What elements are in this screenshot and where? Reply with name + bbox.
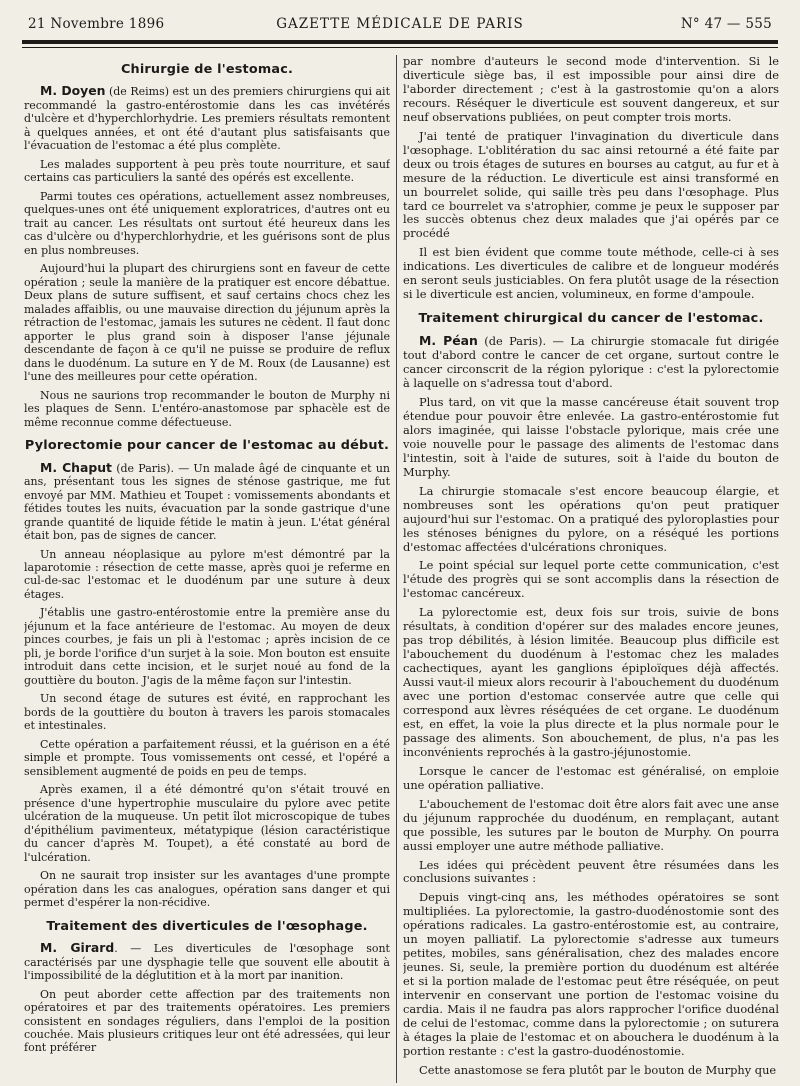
header-thick-rule bbox=[22, 40, 778, 44]
paragraph: On peut aborder cette affection par des traitements non opératoires et par des traitements opératoires. Les premiers consistent en sondages réguliers, dans l'emploi de la position couchée. Mais plusieurs critiques leur ont été adressées, qui leur font préférer bbox=[24, 987, 390, 1055]
column-divider bbox=[396, 55, 397, 1083]
section-heading-diverticules: Traitement des diverticules de l'œsophage. bbox=[46, 918, 368, 934]
paragraph: Un second étage de sutures est évité, en rapprochant les bords de la gouttière du bouton à travers les parois stomacales et intestinales. bbox=[24, 692, 390, 733]
paragraph-continued: par nombre d'auteurs le second mode d'intervention. Si le diverticule siège bas, il est impossible pour ainsi dire de l'aborder directement ; c'est à la gastrostomie qu'on a alors recours. Réséquer le diverticule est souvent dangereux, et sur neuf observations publiées, on peut compter trois morts. bbox=[403, 55, 779, 124]
right-column bbox=[403, 55, 779, 1083]
paragraph: Lorsque le cancer de l'estomac est généralisé, on emploie une opération palliative. bbox=[403, 763, 779, 792]
paragraph: Parmi toutes ces opérations, actuellement assez nombreuses, quelques-unes ont été uniquement exploratrices, d'autres ont eu trait au cancer. Les résultats ont surtout été heureux dans les cas d'ulcère ou d'hyperchlorhydrie, et les guérisons sont de plus en plus nombreuses. bbox=[24, 189, 390, 257]
issue-page-number: N° 47 — 555 bbox=[680, 16, 772, 32]
paragraph: Après examen, il a été démontré qu'on s'était trouvé en présence d'une hypertrophie musculaire du pylore avec petite ulcération de la muqueuse. Un petit îlot microscopique de tubes d'épithélium pavimenteux, métatypique (lésion caractéristique du cancer d'après M. Toupet), a été constaté au bord de l'ulcération. bbox=[24, 783, 390, 864]
paragraph: M. Chaput (de Paris). — Un malade âgé de cinquante et un ans, présentant tous les signes de sténose gastrique, me fut envoyé par MM. Mathieu et Toupet : vomissements abondants et fétides toutes les nuits, évacuation par la sonde gastrique d'une grande quantité de liquide fétide le matin à jeun. L'état général était bon, pas de signes de cancer. bbox=[24, 459, 390, 543]
paragraph: Cette opération a parfaitement réussi, et la guérison en a été simple et prompte. Tous vomissements ont cessé, et l'opéré a sensiblement augmenté de poids en peu de temps. bbox=[24, 737, 390, 778]
paragraph: Depuis vingt-cinq ans, les méthodes opératoires se sont multipliées. La pylorectomie, la gastro-duodénostomie sont des opérations radicales. La gastro-entérostomie est, au contraire, un moyen palliatif. La pylorectomie s'adresse aux tumeurs petites, mobiles, sans généralisation, chez des malades encore jeunes. Si, seule, la première portion du duodénum est altérée et si la portion malade de l'estomac peut être réséquée, on peut intervenir en conservant une portion de l'estomac voisine du cardia. Mais il ne faudra pas alors rapprocher l'orifice duodénal de celui de l'estomac, comme dans la pylorectomie ; on suturera à étages la plaie de l'estomac et on abouchera le duodénum à la portion restante : c'est la gastro-duodénostomie. bbox=[403, 890, 779, 1058]
running-header bbox=[28, 14, 772, 36]
section-heading-chirurgie-estomac: Chirurgie de l'estomac. bbox=[120, 62, 294, 77]
paragraph: Plus tard, on vit que la masse cancéreuse était souvent trop étendue pour pouvoir être enlevée. La gastro-entérostomie fut alors imaginée, qui laisse l'obstacle pylorique, mais crée une voie nouvelle pour le passage des aliments de l'estomac dans l'intestin, soit à l'aide de sutures, soit à l'aide du bouton de Murphy. bbox=[403, 394, 779, 479]
paragraph: Le point spécial sur lequel porte cette communication, c'est l'étude des progrès qui se sont accomplis dans la résection de l'estomac cancéreux. bbox=[403, 558, 779, 601]
paragraph: La chirurgie stomacale s'est encore beaucoup élargie, et nombreuses sont les opérations qu'on peut pratiquer aujourd'hui sur l'estomac. On a pratiqué des pyloroplasties pour les sténoses bénignes du pylore, on a réséqué les portions d'estomac affectées d'ulcérations chroniques. bbox=[403, 483, 779, 554]
issue-date: 21 Novembre 1896 bbox=[28, 16, 165, 32]
author-name: M. Péan bbox=[419, 333, 478, 349]
author-name: M. Girard bbox=[40, 940, 115, 956]
paragraph: Il est bien évident que comme toute méthode, celle-ci à ses indications. Les diverticules de calibre et de longueur modérés en seront seuls justiciables. On fera plutôt usage de la résection si le diverticule est ancien, volumineux, en forme d'ampoule. bbox=[403, 245, 779, 302]
paragraph: J'établis une gastro-entérostomie entre la première anse du jéjunum et la face antérieure de l'estomac. Au moyen de deux pinces courbes, je fais un pli à l'estomac ; après incision de ce pli, je borde l'orifice d'un surjet à la soie. Mon bouton est ensuite introduit dans cette incision, et le surjet noué au fond de la gouttière du bouton. J'agis de la même façon sur l'intestin. bbox=[24, 606, 390, 687]
paragraph: M. Doyen (de Reims) est un des premiers chirurgiens qui ait recommandé la gastro-entérostomie dans les cas invétérés d'ulcère et d'hyperchlorhydrie. Les premiers résultats remontent à quelques années, et ont été d'autant plus satisfaisants que l'évacuation de l'estomac a été plus complète. bbox=[24, 83, 390, 153]
paragraph: M. Péan (de Paris). — La chirurgie stomacale fut dirigée tout d'abord contre le cancer de cet organe, surtout contre le cancer circonscrit de la région pylorique : c'est la pylorectomie à laquelle on s'adressa tout d'abord. bbox=[403, 333, 779, 391]
section-heading-pylorectomie: Pylorectomie pour cancer de l'estomac au début. bbox=[24, 438, 390, 454]
paragraph: Nous ne saurions trop recommander le bouton de Murphy ni les plaques de Senn. L'entéro-anastomose par sphacèle est de même reconnue comme défectueuse. bbox=[24, 388, 390, 429]
section-heading-traitement-cancer: Traitement chirurgical du cancer de l'estomac. bbox=[418, 311, 764, 327]
journal-title: GAZETTE MÉDICALE DE PARIS bbox=[276, 16, 524, 32]
paragraph: Les idées qui précèdent peuvent être résumées dans les conclusions suivantes : bbox=[403, 857, 779, 886]
paragraph: J'ai tenté de pratiquer l'invagination du diverticule dans l'œsophage. L'oblitération du sac ainsi retourné a été faite par deux ou trois étages de sutures en bourses au catgut, au fur et à mesure de la réduction. Le diverticule est ainsi transformé en un bourrelet solide, qui saille très peu dans l'œsophage. Plus tard ce bourrelet va s'atrophier, comme je peux le supposer par les succès obtenus chez deux malades que j'ai opérés par ce procédé bbox=[403, 128, 779, 241]
paragraph: M. Girard. — Les diverticules de l'œsophage sont caractérisés par une dysphagie telle que souvent elle aboutit à l'impossibilité de la déglutition et à la mort par inanition. bbox=[24, 940, 390, 983]
author-name: M. Chaput bbox=[40, 459, 112, 475]
paragraph: Aujourd'hui la plupart des chirurgiens sont en faveur de cette opération ; seule la manière de la pratiquer est encore débattue. Deux plans de suture suffisent, et sauf certains chocs chez les malades affaiblis, ou une mauvaise direction du jéjunum après la rétraction de l'estomac, jamais les sutures ne cèdent. Il faut donc apporter le plus grand soin à disposer l'anse jéjunale descendante de façon à ce qu'il ne puisse se produire de reflux dans le duodénum. La suture en Y de M. Roux (de Lausanne) est l'une des meilleures pour cette opération. bbox=[24, 262, 390, 384]
paragraph: On ne saurait trop insister sur les avantages d'une prompte opération dans les cas analogues, opération sans danger et qui permet d'espérer la non-récidive. bbox=[24, 869, 390, 910]
paragraph: Les malades supportent à peu près toute nourriture, et sauf certains cas particuliers la santé des opérés est excellente. bbox=[24, 157, 390, 185]
paragraph: L'abouchement de l'estomac doit être alors fait avec une anse du jéjunum rapprochée du duodénum, en remplaçant, autant que possible, les sutures par le bouton de Murphy. On pourra aussi employer une autre méthode palliative. bbox=[403, 796, 779, 853]
header-thin-rule bbox=[22, 47, 778, 48]
author-name: M. Doyen bbox=[40, 83, 106, 99]
left-column bbox=[24, 55, 390, 1083]
paragraph: Cette anastomose se fera plutôt par le bouton de Murphy que bbox=[419, 1062, 777, 1077]
paragraph: La pylorectomie est, deux fois sur trois, suivie de bons résultats, à condition d'opérer sur des malades encore jeunes, pas trop débilités, à lésion limitée. Beaucoup plus difficile est l'abouchement du duodénum à l'estomac chez les malades cachectiques, ayant les ganglions épiploïques déjà affectés. Aussi vaut-il mieux alors recourir à l'abouchement du duodénum avec une portion d'estomac conservée autre que celle qui correspond aux lèvres réséquées de cet organe. Le duodénum est, en effet, la voie la plus directe et la plus normale pour le passage des aliments. Son abouchement, de plus, n'a pas les inconvénients reprochés à la gastro-jéjunostomie. bbox=[403, 605, 779, 759]
paragraph: Un anneau néoplasique au pylore m'est démontré par la laparotomie : résection de cette masse, après quoi je referme en cul-de-sac l'estomac et le duodénum par une suture à deux étages. bbox=[24, 547, 390, 601]
